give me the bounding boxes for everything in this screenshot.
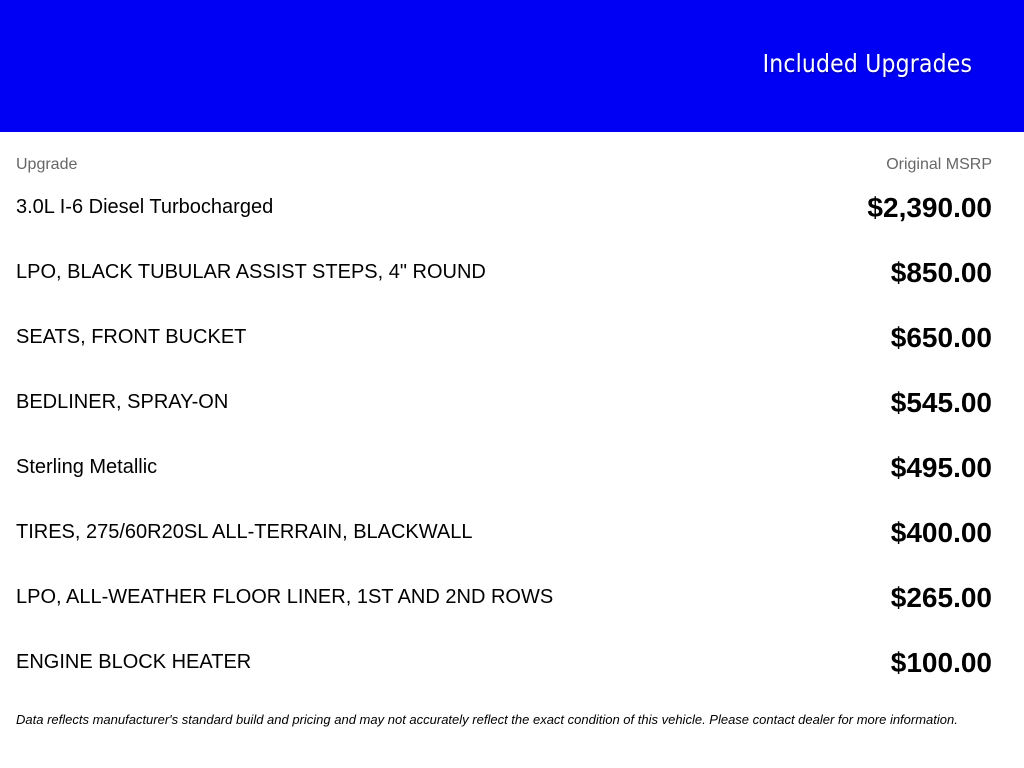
upgrade-price: $850.00 [890,256,992,288]
upgrade-name: BEDLINER, SPRAY-ON [16,391,229,413]
table-row [16,175,992,240]
upgrade-name: 3.0L I-6 Diesel Turbocharged [16,196,274,218]
table-row [16,370,992,435]
upgrade-price: $265.00 [890,581,992,613]
column-header-msrp: Original MSRP [886,155,992,173]
upgrade-price: $650.00 [890,321,992,353]
upgrade-name: Sterling Metallic [16,456,158,478]
table-body [16,175,992,695]
column-header-upgrade: Upgrade [16,155,78,173]
table-row [16,500,992,565]
table-row [16,305,992,370]
table-row [16,435,992,500]
page-title: Included Upgrades [762,49,972,78]
table-row [16,240,992,305]
upgrade-name: ENGINE BLOCK HEATER [16,651,252,673]
table-row [16,565,992,630]
upgrade-price: $400.00 [890,516,992,548]
upgrade-name: SEATS, FRONT BUCKET [16,326,247,348]
upgrade-name: TIRES, 275/60R20SL ALL-TERRAIN, BLACKWALL [16,521,473,543]
table-row [16,630,992,695]
upgrade-name: LPO, BLACK TUBULAR ASSIST STEPS, 4" ROUND [16,261,486,283]
upgrade-price: $100.00 [890,646,992,678]
upgrade-price: $545.00 [890,386,992,418]
upgrade-price: $495.00 [890,451,992,483]
upgrades-table [16,132,992,695]
disclaimer-text: Data reflects manufacturer's standard build and pricing and may not accurately reflect the exact condition of this vehicle. Please contact dealer for more information. [16,712,958,727]
header-banner [0,0,1024,132]
upgrade-name: LPO, ALL-WEATHER FLOOR LINER, 1ST AND 2ND ROWS [16,586,554,608]
upgrade-price: $2,390.00 [867,191,992,223]
